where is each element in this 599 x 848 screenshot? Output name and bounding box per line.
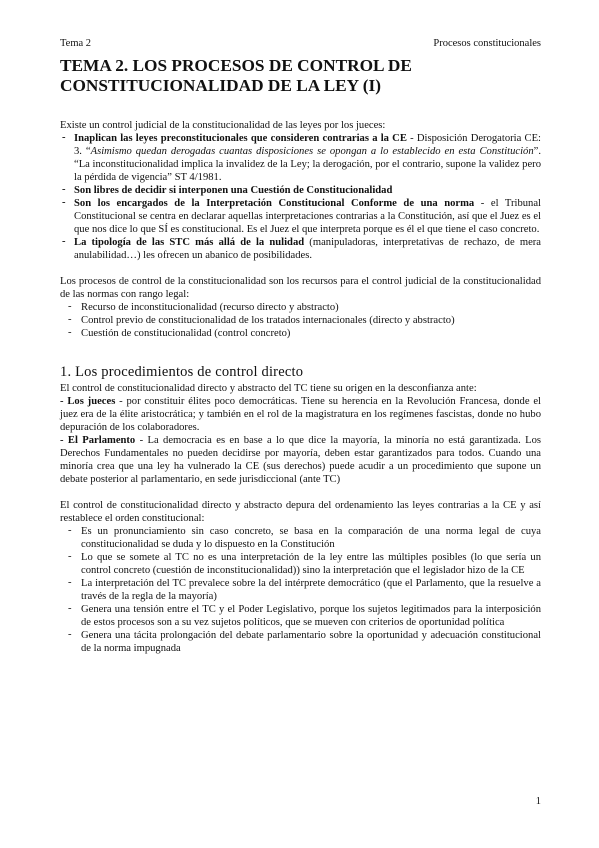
list-item [60,197,541,236]
bullet-italic: Asimismo quedan derogadas cuantas disposiciones se opongan a lo establecido en esta Constitución [90,146,534,157]
control-paragraph: El control de constitucionalidad directo y abstracto depura del ordenamiento las leyes contrarias a la CE y así restablece el orden constitucional: [60,500,541,524]
page-title: TEMA 2. LOS PROCESOS DE CONTROL DE CONSTITUCIONALIDAD DE LA LEY (I) [60,56,412,95]
bullet-bold: La tipología de las STC más allá de la nulidad [74,237,305,248]
bullet-bold: Son los encargados de la Interpretación Constitucional Conforme de una norma [74,198,475,209]
control-list [60,525,541,655]
list-item: - Genera una tácita prolongación del debate parlamentario sobre la oportunidad y adecuación constitucional de la norma impugnada [60,629,541,655]
parlamento-paragraph [60,434,541,486]
list-item [60,236,541,262]
bullet-bold: Son libres de decidir si interponen una Cuestión de Constitucionalidad [74,185,393,196]
list-item [60,132,541,184]
page-number: 1 [535,796,541,807]
procesos-intro: Los procesos de control de la constitucionalidad son los recursos para el control judicial de la constitucionalidad de las normas con rango legal: [60,276,541,300]
list-item: - Genera una tensión entre el TC y el Poder Legislativo, porque los sujetos legitimados para la interposición de estos procesos son a su vez sujetos políticos, que se mueven con criterios de oportunidad política [60,603,541,629]
intro-paragraph: Existe un control judicial de la constitucionalidad de las leyes por los jueces: [60,120,386,131]
header-right: Procesos constitucionales [433,38,541,49]
list-item: - La interpretación del TC prevalece sobre la del intérprete democrático (que el Parlamento, que la resuelve a través de la regla de la mayoría) [60,577,541,603]
jueces-text: - por constituir élites poco democráticas. Tiene su herencia en la Revolución Francesa, donde el juez era de la élite aristocrática; y también en el rol de la magistratura en los regímenes fascistas, donde no hubo depuración de los colaboradores. [60,396,541,433]
page-content [60,56,541,655]
bullet-text: - Disposición Derogatoria CE: 3. “ [74,133,541,157]
header-left: Tema 2 [60,38,92,49]
section-heading: 1. Los procedimientos de control directo [60,364,304,380]
procesos-list [60,301,541,340]
parlamento-text: - La democracia es en base a lo que dice la mayoría, la minoría no está garantizada. Los Derechos Fundamentales no pueden decidirse por mayoría, deben estar garantizados para todos. Cuando una minoría crea que una ley ha vulnerado la CE (sus derechos) puede acudir a un procedimiento que supone un debate posterior al parlamentario, en sede jurisdiccional (ante TC) [60,435,541,485]
bullet-text: ”. “La inconstitucionalidad implica la invalidez de la Ley; la derogación, por el contrario, supone la validez pero la pérdida de vigencia” ST 4/1981. [74,146,542,183]
section-paragraph: El control de constitucionalidad directo y abstracto del TC tiene su origen en la desconfianza ante: [60,383,477,394]
list-item [60,184,541,197]
list-item: - Control previo de constitucionalidad de los tratados internacionales (directo y abstracto) [60,314,541,327]
list-item: - Lo que se somete al TC no es una interpretación de la ley entre las múltiples posibles (lo que sería un control concreto (cuestión de inconstitucionalidad)) sino la interpretación que el legislador hizo de la CE [60,551,541,577]
bullet-text: - el Tribunal Constitucional se centra en declarar aquellas interpretaciones contrarias a la Constitución, así que el Juez es el que nos dice lo que SÍ es constitucional. Es el Juez el que interpreta porque es él el que tiene el caso concreto. [74,198,541,235]
list-item: - Recurso de inconstitucionalidad (recurso directo y abstracto) [60,301,541,314]
judges-list [60,132,541,262]
jueces-label: - Los jueces [60,396,116,407]
list-item: - Es un pronunciamiento sin caso concreto, se basa en la comparación de una norma legal de cuya constitucionalidad se duda y lo dispuesto en la Constitución [60,525,541,551]
parlamento-label: - El Parlamento [60,435,136,446]
bullet-text: (manipuladoras, interpretativas de rechazo, de mera anulabilidad…) les ofrecen un abanico de posibilidades. [74,237,541,261]
bullet-bold: Inaplican las leyes preconstitucionales que consideren contrarias a la CE [74,133,407,144]
jueces-paragraph [60,395,541,434]
list-item: - Cuestión de constitucionalidad (control concreto) [60,327,541,340]
